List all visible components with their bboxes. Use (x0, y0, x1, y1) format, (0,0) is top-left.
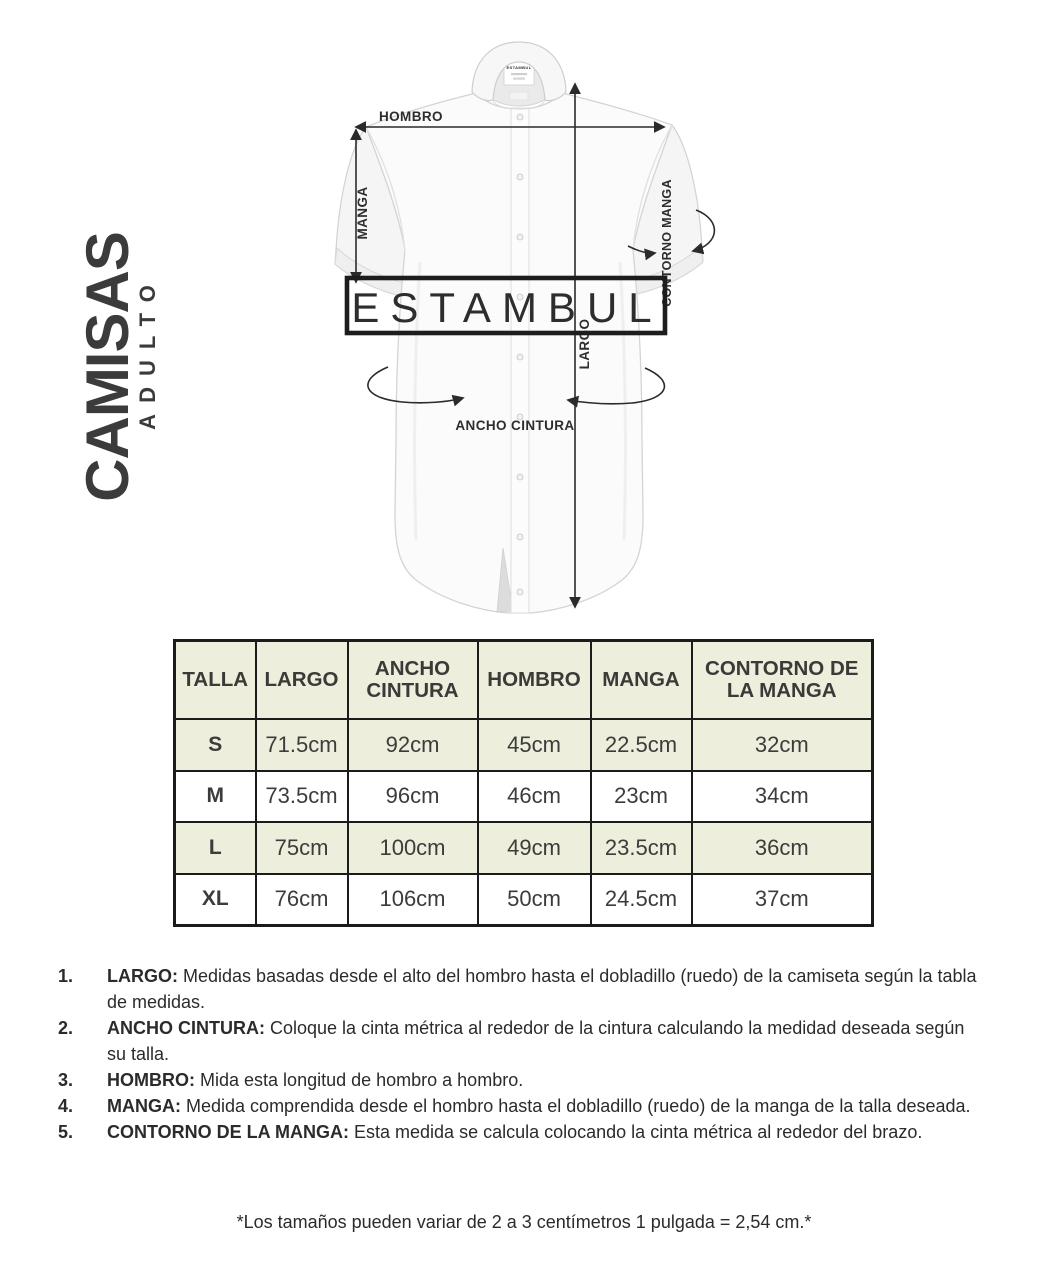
largo-label: LARGO (577, 318, 592, 370)
cell-ancho-cintura: 96cm (348, 771, 478, 823)
column-header: LARGO (256, 641, 348, 720)
cell-ancho-cintura: 106cm (348, 874, 478, 926)
contorno-manga-label: CONTORNO MANGA (660, 179, 674, 307)
cell-hombro: 50cm (478, 874, 591, 926)
note-text (107, 1015, 977, 1067)
cell-ancho-cintura: 92cm (348, 719, 478, 771)
notes-list (55, 963, 977, 1145)
cell-talla: M (175, 771, 256, 823)
size-table (173, 639, 874, 927)
column-header: ANCHO CINTURA (348, 641, 478, 720)
size-table-body (175, 719, 873, 926)
column-header: HOMBRO (478, 641, 591, 720)
note-body: Mida esta longitud de hombro a hombro. (200, 1070, 524, 1090)
note-number: 5. (58, 1122, 74, 1142)
table-row (175, 822, 873, 874)
cell-contorno-manga: 34cm (692, 771, 873, 823)
table-row (175, 874, 873, 926)
note-number: 2. (58, 1018, 74, 1038)
cell-talla: XL (175, 874, 256, 926)
cell-largo: 71.5cm (256, 719, 348, 771)
brand-logo-text: ESTAMBUL (351, 284, 663, 331)
column-header: TALLA (175, 641, 256, 720)
note-text (107, 1067, 977, 1093)
cell-manga: 22.5cm (591, 719, 692, 771)
note-body: Medidas basadas desde el alto del hombro hasta el dobladillo (ruedo) de la camiseta según la tabla de medidas. (107, 966, 977, 1012)
brand-logo (347, 278, 665, 333)
note-text (107, 963, 977, 1015)
size-table-header (175, 641, 873, 720)
cell-contorno-manga: 32cm (692, 719, 873, 771)
table-row (175, 771, 873, 823)
note-body: Coloque la cinta métrica al rededor de la cintura calculando la medidad deseada según su talla. (107, 1018, 965, 1064)
note-label: HOMBRO: (107, 1070, 195, 1090)
cell-contorno-manga: 37cm (692, 874, 873, 926)
note-label: LARGO: (107, 966, 178, 986)
page-subtitle: ADULTO (135, 274, 160, 430)
collar-label-line (513, 78, 525, 80)
collar-label-line (511, 73, 527, 75)
note-number: 4. (58, 1096, 74, 1116)
cell-talla: L (175, 822, 256, 874)
note-body: Medida comprendida desde el hombro hasta el dobladillo (ruedo) de la manga de la talla deseada. (186, 1096, 971, 1116)
note-number: 3. (58, 1070, 74, 1090)
note-body: Esta medida se calcula colocando la cinta métrica al rededor del brazo. (354, 1122, 923, 1142)
cell-largo: 75cm (256, 822, 348, 874)
cell-talla: S (175, 719, 256, 771)
note-text (107, 1093, 977, 1119)
note-label: ANCHO CINTURA: (107, 1018, 265, 1038)
header-row (175, 641, 873, 720)
cell-contorno-manga: 36cm (692, 822, 873, 874)
cell-largo: 73.5cm (256, 771, 348, 823)
footnote: *Los tamaños pueden variar de 2 a 3 centímetros 1 pulgada = 2,54 cm.* (236, 1212, 812, 1232)
cell-hombro: 46cm (478, 771, 591, 823)
page-title: CAMISAS (74, 232, 141, 502)
cell-largo: 76cm (256, 874, 348, 926)
cell-manga: 24.5cm (591, 874, 692, 926)
cell-ancho-cintura: 100cm (348, 822, 478, 874)
column-header: CONTORNO DE LA MANGA (692, 641, 873, 720)
note-text (107, 1119, 977, 1145)
cell-hombro: 45cm (478, 719, 591, 771)
collar-label-text: ESTAMBUL (506, 65, 532, 70)
cell-manga: 23cm (591, 771, 692, 823)
manga-label: MANGA (355, 186, 370, 240)
ancho-cintura-label: ANCHO CINTURA (455, 418, 575, 433)
cell-hombro: 49cm (478, 822, 591, 874)
hombro-label: HOMBRO (379, 109, 443, 124)
collar-size-tag (510, 92, 528, 100)
note-number: 1. (58, 966, 74, 986)
note-label: MANGA: (107, 1096, 181, 1116)
cell-manga: 23.5cm (591, 822, 692, 874)
note-label: CONTORNO DE LA MANGA: (107, 1122, 349, 1142)
column-header: MANGA (591, 641, 692, 720)
table-row (175, 719, 873, 771)
